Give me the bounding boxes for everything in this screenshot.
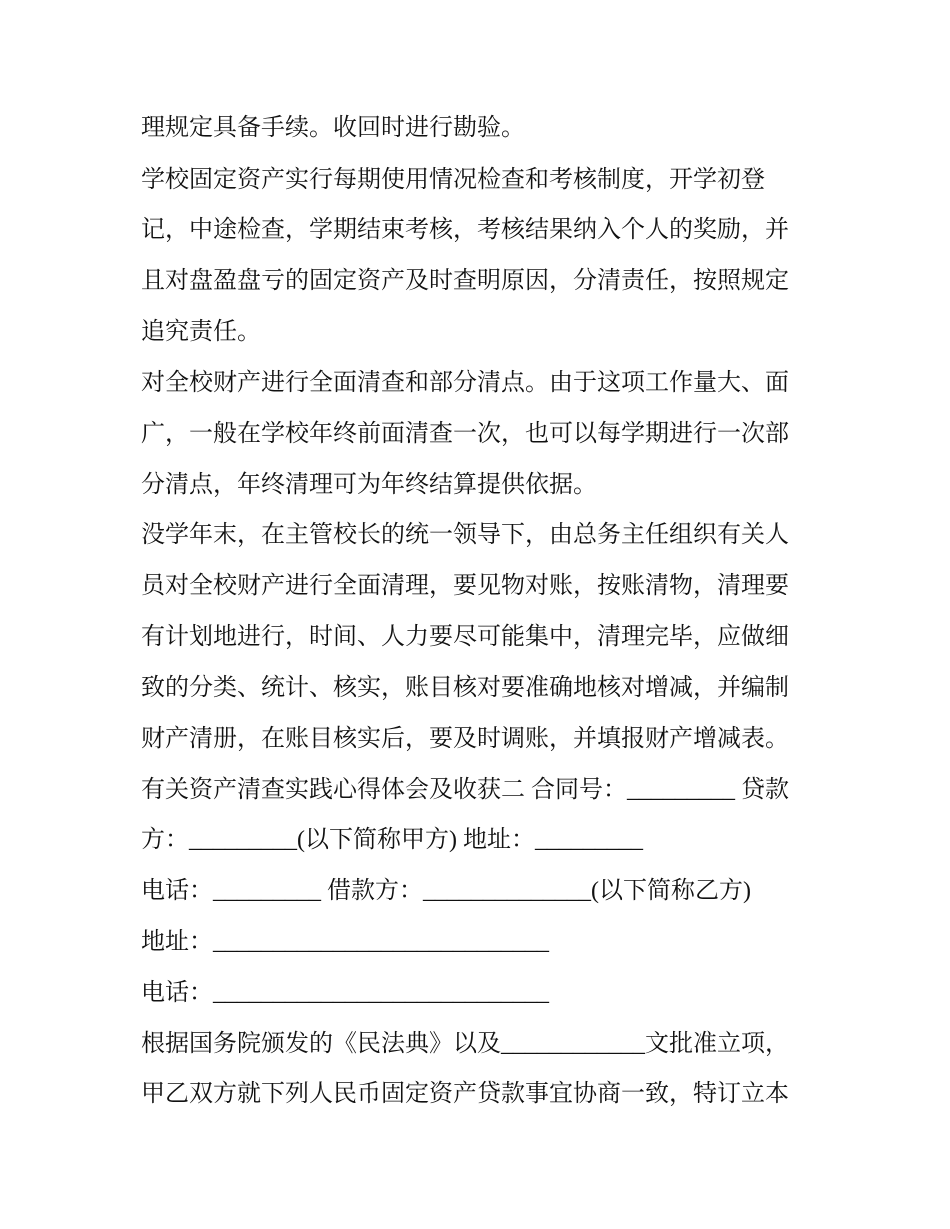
text-line: 甲乙双方就下列人民币固定资产贷款事宜协商一致，特订立本 <box>141 1081 789 1107</box>
text-line: 对全校财产进行全面清查和部分清点。由于这项工作量大、面 <box>141 370 789 396</box>
text-line: 没学年末，在主管校长的统一领导下，由总务主任组织有关人 <box>141 522 789 548</box>
text-line: 学校固定资产实行每期使用情况检查和考核制度，开学初登 <box>141 167 765 193</box>
text-line: 记，中途检查，学期结束考核，考核结果纳入个人的奖励，并 <box>141 217 789 243</box>
text-line: 方：_________(以下简称甲方) 地址：_________ <box>141 827 643 853</box>
text-line: 地址：____________________________ <box>141 929 549 955</box>
text-line: 员对全校财产进行全面清理，要见物对账，按账清物，清理要 <box>141 573 789 599</box>
text-line: 有关资产清查实践心得体会及收获二 合同号：_________ 贷款 <box>141 777 789 803</box>
text-line: 有计划地进行，时间、人力要尽可能集中，清理完毕，应做细 <box>141 624 789 650</box>
text-line: 致的分类、统计、核实，账目核对要准确地核对增减，并编制 <box>141 675 789 701</box>
text-line: 电话：_________ 借款方：______________(以下简称乙方) <box>141 878 751 904</box>
text-line: 且对盘盈盘亏的固定资产及时查明原因，分清责任，按照规定 <box>141 268 789 294</box>
text-line: 追究责任。 <box>141 319 261 345</box>
text-line: 广，一般在学校年终前面清查一次，也可以每学期进行一次部 <box>141 421 789 447</box>
text-line: 分清点，年终清理可为年终结算提供依据。 <box>141 472 597 498</box>
text-line: 财产清册，在账目核实后，要及时调账，并填报财产增减表。 <box>141 726 789 752</box>
text-line: 电话：____________________________ <box>141 980 549 1006</box>
text-line: 根据国务院颁发的《民法典》以及____________文批准立项， <box>141 1031 789 1057</box>
text-line: 理规定具备手续。收回时进行勘验。 <box>141 115 525 141</box>
